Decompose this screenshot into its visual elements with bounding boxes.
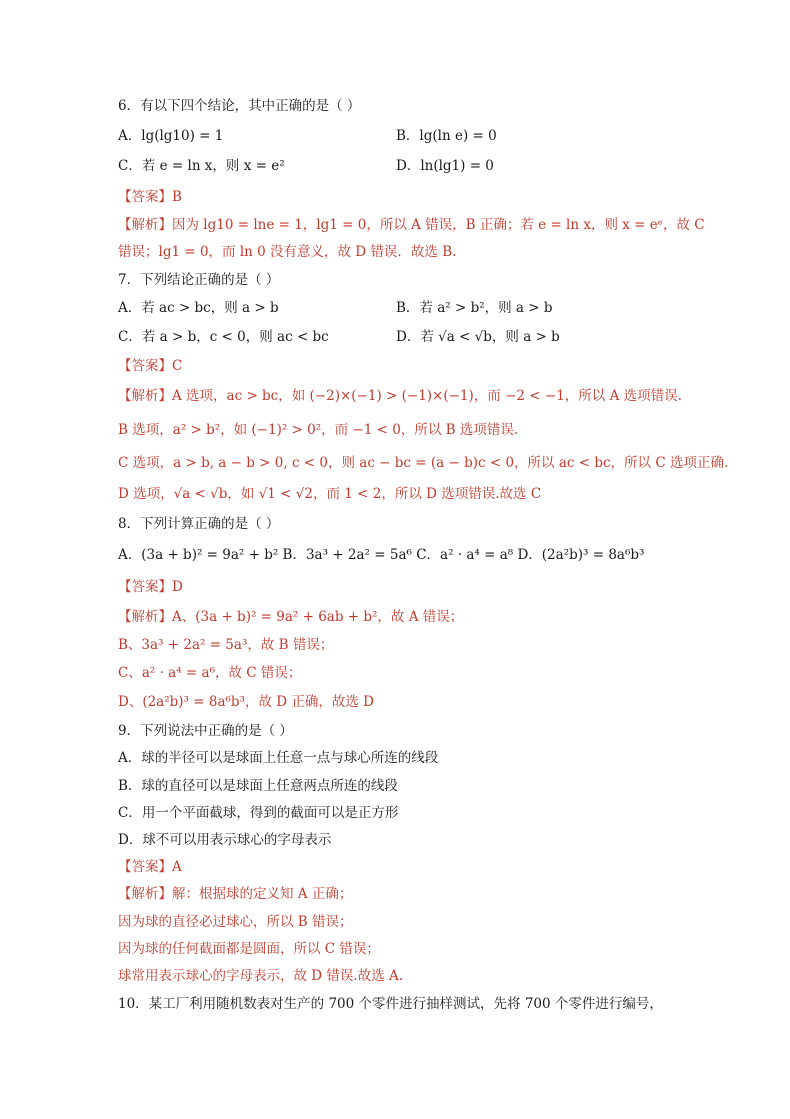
q7-analysis-line-2: B 选项，a² > b²，如 (−1)² > 0²，而 −1 < 0，所以 B 选项错误.: [118, 422, 519, 438]
q6-stem: 6．有以下四个结论，其中正确的是（ ）: [118, 98, 361, 114]
q8-answer: [118, 577, 183, 597]
q6-analysis-line-2: 错误；lg1 = 0，而 ln 0 没有意义，故 D 错误．故选 B.: [118, 244, 457, 260]
q9-option-c: C．用一个平面截球，得到的截面可以是正方形: [118, 805, 399, 821]
q7-stem: 7．下列结论正确的是（ ）: [118, 272, 280, 288]
q7-option-c: C．若 a > b，c < 0，则 ac < bc: [118, 329, 329, 345]
answer-value: C: [172, 358, 183, 374]
q8-stem: 8．下列计算正确的是（ ）: [118, 516, 280, 532]
q9-analysis-line-1: [118, 884, 352, 904]
answer-tag: 【答案】: [118, 358, 172, 374]
q7-option-b: B．若 a² > b²，则 a > b: [396, 300, 553, 316]
answer-value: A: [172, 859, 182, 875]
analysis-tag: 【解析】: [118, 217, 172, 233]
analysis-text: 解：根据球的定义知 A 正确；: [172, 886, 353, 902]
q6-option-c: C．若 e = ln x，则 x = e²: [118, 158, 285, 174]
q7-analysis-line-1: [118, 386, 682, 406]
q9-answer: [118, 857, 182, 877]
q6-option-d: D．ln(lg1) = 0: [396, 158, 494, 174]
q7-option-d: D．若 √a < √b，则 a > b: [396, 329, 560, 345]
q8-analysis-line-3: C、a² · a⁴ = a⁶，故 C 错误；: [118, 665, 302, 681]
q9-stem: 9．下列说法中正确的是（ ）: [118, 723, 293, 739]
q6-option-a: A．lg(lg10) = 1: [118, 128, 224, 144]
q6-analysis-line-1: [118, 215, 705, 235]
analysis-text: A 选项，ac > bc，如 (−2)×(−1) > (−1)×(−1)，而 −2 < −1，所以 A 选项错误.: [172, 388, 682, 404]
q9-option-a: A．球的半径可以是球面上任意一点与球心所连的线段: [118, 750, 439, 766]
analysis-text: 因为 lg10 = lne = 1，lg1 = 0，所以 A 错误，B 正确；若 e = ln x，则 x = eᵉ，故 C: [172, 217, 705, 233]
q7-analysis-line-4: D 选项，√a < √b，如 √1 < √2，而 1 < 2，所以 D 选项错误.故选 C: [118, 486, 542, 502]
analysis-tag: 【解析】: [118, 886, 172, 902]
q6-option-b: B．lg(ln e) = 0: [396, 128, 497, 144]
analysis-tag: 【解析】: [118, 388, 172, 404]
q8-analysis-line-2: B、3a³ + 2a² = 5a³，故 B 错误；: [118, 637, 334, 653]
q7-analysis-line-3: C 选项，a > b, a − b > 0, c < 0，则 ac − bc = (a − b)c < 0，所以 ac < bc，所以 C 选项正确.: [118, 455, 729, 471]
q8-analysis-line-1: [118, 607, 463, 627]
q6-answer: [118, 187, 182, 207]
q9-option-b: B．球的直径可以是球面上任意两点所连的线段: [118, 778, 398, 794]
q9-analysis-line-2: 因为球的直径必过球心，所以 B 错误；: [118, 914, 353, 930]
answer-tag: 【答案】: [118, 189, 172, 205]
analysis-text: A、(3a + b)² = 9a² + 6ab + b²，故 A 错误；: [172, 609, 464, 625]
q7-answer: [118, 356, 182, 376]
q8-analysis-line-4: D、(2a²b)³ = 8a⁶b³，故 D 正确，故选 D: [118, 694, 374, 710]
answer-tag: 【答案】: [118, 859, 172, 875]
answer-value: D: [172, 579, 183, 595]
answer-value: B: [172, 189, 182, 205]
analysis-tag: 【解析】: [118, 609, 172, 625]
q9-analysis-line-4: 球常用表示球心的字母表示，故 D 错误.故选 A.: [118, 968, 404, 984]
q7-option-a: A．若 ac > bc，则 a > b: [118, 300, 279, 316]
q8-options: A．(3a + b)² = 9a² + b² B．3a³ + 2a² = 5a⁶ C．a² · a⁴ = a⁸ D．(2a²b)³ = 8a⁶b³: [118, 547, 645, 563]
answer-tag: 【答案】: [118, 579, 172, 595]
q9-analysis-line-3: 因为球的任何截面都是圆面，所以 C 错误；: [118, 941, 380, 957]
q9-option-d: D．球不可以用表示球心的字母表示: [118, 832, 332, 848]
q10-stem: 10．某工厂利用随机数表对生产的 700 个零件进行抽样测试，先将 700 个零件进行编号，: [118, 996, 663, 1012]
